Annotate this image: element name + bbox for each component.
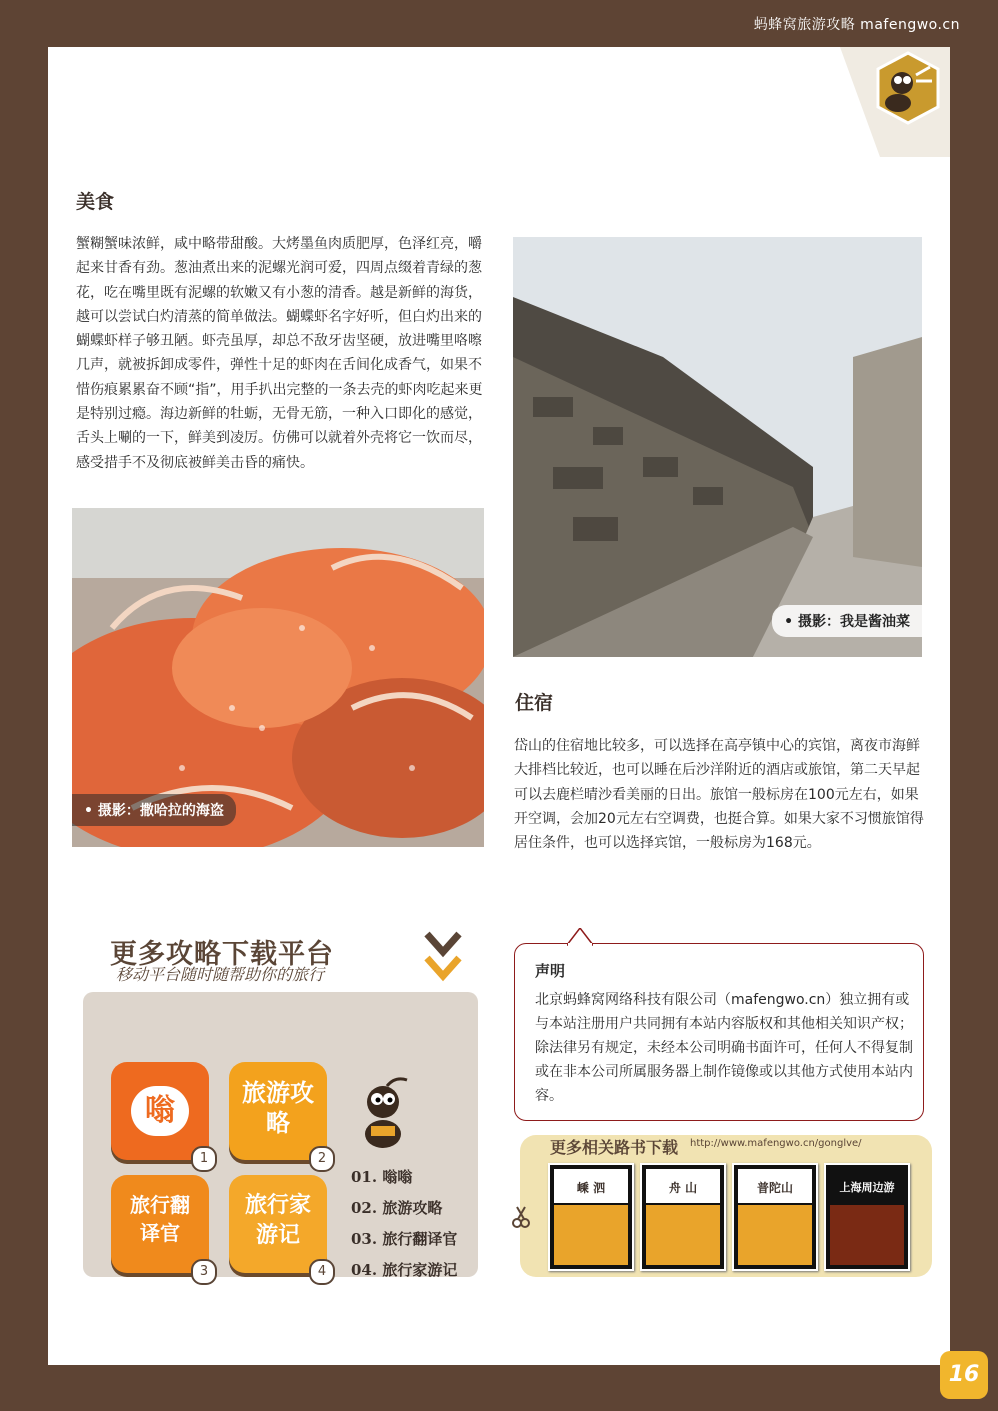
app-icon-text: 嗡 (131, 1086, 189, 1136)
app-travel-guide[interactable] (229, 1062, 327, 1166)
food-title: 美食 (76, 191, 115, 213)
app-number: 3 (191, 1259, 217, 1285)
app-list-item: 04. 旅行家游记 (351, 1261, 458, 1279)
callout-pointer-icon (567, 928, 593, 946)
app-icon-text: 旅游攻略 (242, 1079, 314, 1137)
guides-url[interactable]: http://www.mafengwo.cn/gonglve/ (690, 1138, 862, 1149)
related-guides (520, 1135, 932, 1277)
crab-photo (72, 508, 484, 847)
scissors-icon (512, 1205, 530, 1229)
app-list-item: 02. 旅游攻略 (351, 1199, 443, 1217)
lodging-text: 岱山的住宿地比较多，可以选择在高亭镇中心的宾馆，离夜市海鲜大排档比较近，也可以睡在后沙洋附近的酒店或旅馆，第二天早起可以去鹿栏晴沙看美丽的日出。旅馆一般标房在100元左右，如果开空调，会加20元左右空调费，也挺合算。如果大家不习惯旅馆得居住条件，也可以选择宾馆，一般标房为168元。 (514, 738, 924, 852)
download-platform (83, 939, 478, 1279)
book-title: 普陀山 (738, 1169, 812, 1203)
platform-title: 更多攻略下载平台 (110, 939, 334, 970)
app-list-item: 03. 旅行翻译官 (351, 1230, 458, 1248)
guide-book-zhoushan[interactable] (640, 1163, 726, 1271)
book-title: 嵊 泗 (554, 1169, 628, 1203)
crab-photo-caption: • 摄影：撒哈拉的海盗 (72, 794, 236, 826)
declaration-text: 北京蚂蜂窝网络科技有限公司（mafengwo.cn）独立拥有或与本站注册用户共同拥有本站内容版权和其他相关知识产权；除法律另有规定，未经本公司明确书面许可，任何人不得复制或在非本公司所属服务器上制作镜像或以其他方式使用本站内容。 (535, 992, 913, 1104)
guide-book-putuoshan[interactable] (732, 1163, 818, 1271)
street-photo-caption: • 摄影：我是酱油菜 (772, 605, 922, 637)
app-wengweng[interactable] (111, 1062, 209, 1166)
app-travel-notes[interactable] (229, 1175, 327, 1279)
declaration-title: 声明 (535, 962, 566, 980)
lodging-title: 住宿 (515, 692, 554, 714)
chevron-down-icon (423, 928, 463, 984)
mafengwo-logo-icon (820, 47, 950, 157)
book-title: 上海周边游 (830, 1169, 904, 1203)
header-title: 蚂蜂窝旅游攻略 mafengwo.cn (753, 17, 960, 33)
street-image (513, 237, 922, 657)
app-number: 2 (309, 1146, 335, 1172)
food-text: 蟹糊蟹味浓鲜，咸中略带甜酸。大烤墨鱼肉质肥厚，色泽红亮，嚼起来甘香有劲。葱油煮出来的泥螺光润可爱，四周点缀着青绿的葱花，吃在嘴里既有泥螺的软嫩又有小葱的清香。越是新鲜的海货，越可以尝试白灼清蒸的简单做法。蝴蝶虾名字好听，但白灼出来的蝴蝶虾样子够丑陋。虾壳虽厚，却总不敌牙齿坚硬，放进嘴里咯嚓几声，就被拆卸成零件，弹性十足的虾肉在舌间化成香气，如果不惜伤痕累累奋不顾“指”，用手扒出完整的一条去壳的虾肉吃起来更是特别过瘾。海边新鲜的牡蛎，无骨无筋，一种入口即化的感觉，舌头上唰的一下，鲜美到凌厉。仿佛可以就着外壳将它一饮而尽，感受措手不及彻底被鲜美击昏的痛快。 (76, 236, 483, 471)
app-icon-text: 旅行翻译官 (130, 1193, 190, 1245)
app-icon-text: 旅行家游记 (244, 1193, 311, 1248)
declaration-box (514, 943, 924, 1121)
app-number: 1 (191, 1146, 217, 1172)
book-cover (646, 1205, 720, 1265)
app-list-item: 01. 嗡嗡 (351, 1168, 413, 1186)
platform-subtitle: 移动平台随时随帮助你的旅行 (116, 965, 325, 984)
street-photo (513, 237, 922, 657)
book-cover (830, 1205, 904, 1265)
book-title: 舟 山 (646, 1169, 720, 1203)
page-number: 16 (940, 1351, 988, 1399)
guide-book-shengsi[interactable] (548, 1163, 634, 1271)
mascot-icon (351, 1074, 423, 1154)
page (48, 47, 950, 1365)
app-translator[interactable] (111, 1175, 209, 1279)
app-list (351, 1162, 457, 1286)
app-number: 4 (309, 1259, 335, 1285)
guides-title: 更多相关路书下载 (550, 1138, 679, 1157)
book-cover (554, 1205, 628, 1265)
book-cover (738, 1205, 812, 1265)
guide-book-shanghai[interactable] (824, 1163, 910, 1271)
